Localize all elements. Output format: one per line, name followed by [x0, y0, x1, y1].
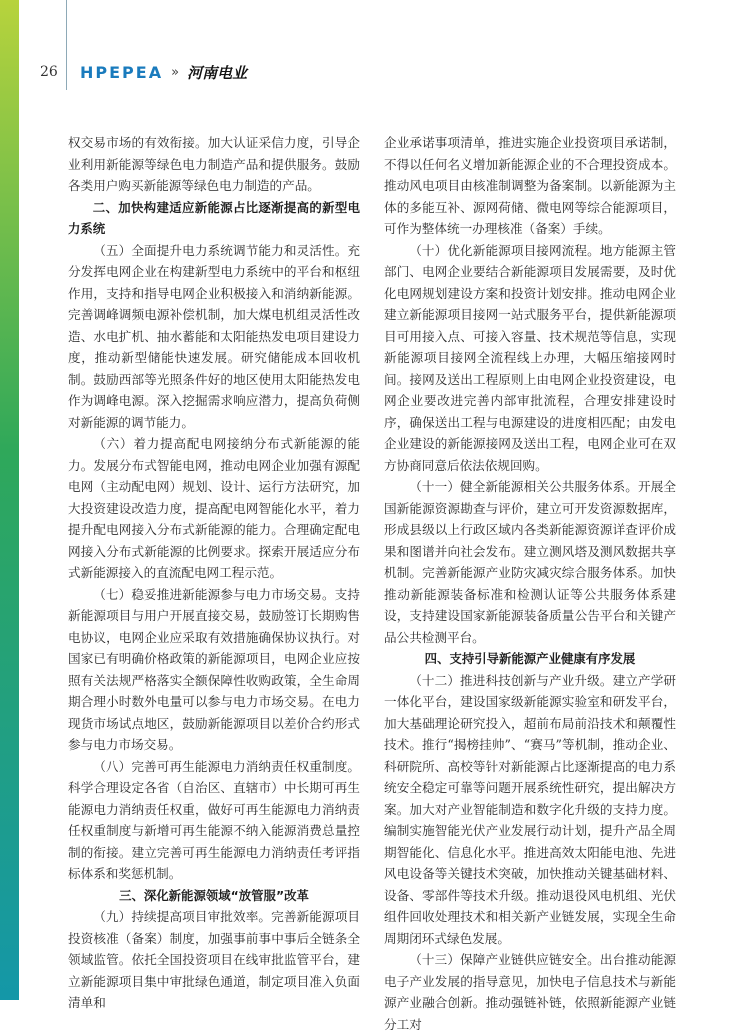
paragraph-9: （九）持续提高项目审批效率。完善新能源项目投资核准（备案）制度，加强事前事中事后全链条全领域监管。依托全国投资项目在线审批监管平台，建立新能源项目集中审批绿色通道，制定项目准入负面清单和	[68, 909, 360, 1010]
paragraph-5: （五）全面提升电力系统调节能力和灵活性。充分发挥电网企业在构建新型电力系统中的平台和枢纽作用，支持和指导电网企业积极接入和消纳新能源。完善调峰调频电源补偿机制，加大煤电机组灵活性改造、水电扩机、抽水蓄能和太阳能热发电项目建设力度，推动新型储能快速发展。研究储能成本回收机制。鼓励西部等光照条件好的地区使用太阳能热发电作为调峰电源。深入挖掘需求响应潜力，提高负荷侧对新能源的调节能力。	[68, 242, 360, 430]
paragraph-11: （十一）健全新能源相关公共服务体系。开展全国新能源资源勘查与评价，建立可开发资源数据库，形成县级以上行政区域内各类新能源资源详查评价成果和图谱并向社会发布。建立测风塔及测风数据共享机制。完善新能源产业防灾减灾综合服务体系。加快推动新能源装备标准和检测认证等公共服务体系建设，支持建设国家新能源装备质量公告平台和关键产品公共检测平台。	[384, 479, 676, 645]
paragraph-13: （十三）保障产业链供应链安全。出台推动能源电子产业发展的指导意见，加快电子信息技术与新能源产业融合创新。推动强链补链，依照新能源产业链分工对	[384, 952, 676, 1032]
section-heading-3: 三、深化新能源领域“放管服”改革	[119, 887, 309, 903]
page-edge-color-bar	[0, 0, 19, 1000]
left-column	[68, 132, 360, 1014]
magazine-header	[80, 62, 247, 83]
paragraph-10: （十）优化新能源项目接网流程。地方能源主管部门、电网企业要结合新能源项目发展需要，及时优化电网规划建设方案和投资计划安排。推动电网企业建立新能源项目接网一站式服务平台，提供新能源项目可用接入点、可接入容量、技术规范等信息，实现新能源项目接网全流程线上办理，大幅压缩接网时间。接网及送出工程原则上由电网企业投资建设，电网企业要改进完善内部审批流程，合理安排建设时序，确保送出工程与电源建设的进度相匹配；由发电企业建设的新能源接网及送出工程，电网企业可在双方协商同意后依法依规回购。	[384, 242, 676, 473]
paragraph-9-continued: 企业承诺事项清单，推进实施企业投资项目承诺制，不得以任何名义增加新能源企业的不合理投资成本。推动风电项目由核准制调整为备案制。以新能源为主体的多能互补、源网荷储、微电网等综合能源项目，可作为整体统一办理核准（备案）手续。	[384, 135, 676, 236]
section-heading-4: 四、支持引导新能源产业健康有序发展	[424, 651, 636, 666]
paragraph-7: （七）稳妥推进新能源参与电力市场交易。支持新能源项目与用户开展直接交易，鼓励签订长期购售电协议，电网企业应采取有效措施确保协议执行。对国家已有明确价格政策的新能源项目，电网企业应按照有关法规严格落实全额保障性收购政策，全生命周期合理小时数外电量可以参与电力市场交易。在电力现货市场试点地区，鼓励新能源项目以差价合约形式参与电力市场交易。	[68, 586, 360, 752]
magazine-name: 河南电业	[187, 64, 248, 82]
page-number: 26	[40, 64, 58, 80]
paragraph-12: （十二）推进科技创新与产业升级。建立产学研一体化平台，建设国家级新能源实验室和研发平台，加大基础理论研究投入，超前布局前沿技术和颠覆性技术。推行“揭榜挂帅”、“赛马”等机制，推动企业、科研院所、高校等针对新能源占比逐渐提高的电力系统安全稳定可靠等问题开展系统性研究，提出解决方案。加大对产业智能制造和数字化升级的支持力度。编制实施智能光伏产业发展行动计划，提升产品全周期智能化、信息化水平。推进高效太阳能电池、先进风电设备等关键技术突破，加快推动关键基础材料、设备、零部件等技术升级。推动退役风电机组、光伏组件回收处理技术和相关新产业链发展，实现全生命周期闭环式绿色发展。	[384, 672, 676, 946]
section-heading-2: 二、加快构建适应新能源占比逐渐提高的新型电力系统	[68, 199, 360, 236]
paragraph-8: （八）完善可再生能源电力消纳责任权重制度。科学合理设定各省（自治区、直辖市）中长期可再生能源电力消纳责任权重，做好可再生能源电力消纳责任权重制度与新增可再生能源不纳入能源消费总量控制的衔接。建立完善可再生能源电力消纳责任考评指标体系和奖惩机制。	[68, 758, 360, 881]
right-column	[384, 132, 676, 1035]
header-divider-line	[66, 0, 67, 90]
header-separator-icon: »	[171, 65, 180, 80]
paragraph-continued: 权交易市场的有效衔接。加大认证采信力度，引导企业利用新能源等绿色电力制造产品和提供服务。鼓励各类用户购买新能源等绿色电力制造的产品。	[68, 135, 360, 193]
magazine-logo: HPEPEA	[80, 63, 164, 82]
paragraph-6: （六）着力提高配电网接纳分布式新能源的能力。发展分布式智能电网，推动电网企业加强有源配电网（主动配电网）规划、设计、运行方法研究，加大投资建设改造力度，提高配电网智能化水平，着力提升配电网接入分布式新能源的能力。合理确定配电网接入分布式新能源的比例要求。探索开展适应分布式新能源接入的直流配电网工程示范。	[68, 436, 360, 580]
